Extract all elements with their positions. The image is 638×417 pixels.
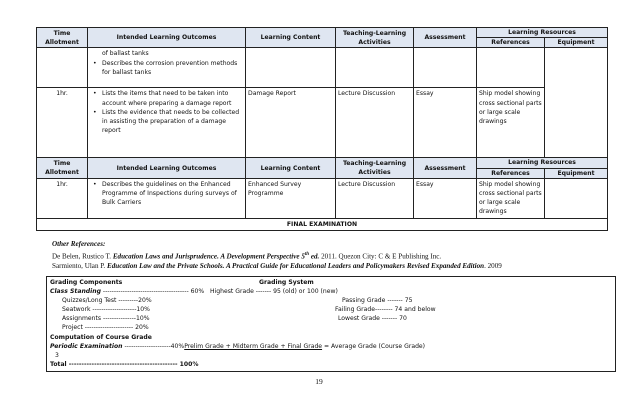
lowest-grade-text: Lowest Grade ------- 70 [338, 315, 407, 323]
content-cell: Enhanced Survey Programme [246, 178, 336, 218]
learning-resources-header: Learning Resources [477, 158, 608, 168]
failing-grade-text: Failing Grade-------- 74 and below [335, 306, 436, 314]
computation-label: Computation of Course Grade [50, 333, 152, 341]
project-row [50, 323, 612, 332]
grading-system-label: Grading System [259, 279, 314, 286]
bullet-icon: • [93, 108, 97, 116]
content-cell: Damage Report [246, 88, 336, 158]
periodic-value: ---------------------40% [122, 342, 185, 350]
outcome-bullet: • Describes the corrosion prevention methods for ballast tanks [93, 59, 238, 76]
equipment-cell [545, 178, 608, 218]
table-header-row [37, 28, 608, 38]
table-row [37, 88, 608, 158]
outcomes-cell [88, 48, 246, 88]
total-value: ------------------------------------------- 100% [66, 360, 199, 368]
equipment-header: Equipment [545, 38, 608, 48]
table-row [37, 178, 608, 218]
assignments-row [50, 314, 612, 323]
final-exam-label: FINAL EXAMINATION [37, 218, 608, 230]
outcomes-cell [88, 178, 246, 218]
table-row-continued [37, 48, 608, 88]
class-standing-row [50, 287, 612, 296]
time-allotment-header: Time Allotment [37, 158, 88, 178]
class-standing-label: Class Standing [50, 288, 101, 296]
divisor-row [50, 351, 612, 360]
periodic-row [50, 342, 612, 351]
time-cell: 1hr. [37, 88, 88, 158]
outcome-bullet: • Lists the evidence that needs to be collected in assisting the preparation of a damage report [93, 108, 240, 135]
grading-header-row [50, 278, 612, 287]
equipment-cell [545, 48, 608, 158]
grade-formula: Prelim Grade + Midterm Grade + Final Grade [184, 342, 323, 350]
outcome-bullet: • Describes the guidelines on the Enhanced Programme of Inspections during surveys of Bulk Carriers [93, 180, 237, 207]
total-row [50, 360, 612, 369]
learning-outcomes-header: Intended Learning Outcomes [88, 158, 246, 178]
references-cell: Ship model showing cross sectional parts or large scale drawings [477, 88, 545, 158]
bullet-icon: • [93, 90, 97, 98]
table-header-row [37, 158, 608, 168]
reference-entry: Sarmiento, Ulan P. Education Law and the Private Schools. A Practical Guide for Educational Leaders and Policymakers Revised Expanded Edition. 2009 [52, 261, 502, 270]
project-text: Project ---------------------- 20% [62, 324, 149, 332]
assessment-cell: Essay [414, 178, 477, 218]
references-cell [477, 48, 545, 88]
teaching-learning-header: Teaching-Learning Activities [336, 28, 414, 48]
assessment-header: Assessment [414, 28, 477, 48]
equipment-header: Equipment [545, 168, 608, 178]
computation-row [50, 333, 612, 342]
class-standing-value: --------------------------------------- 60% [100, 288, 205, 296]
assignments-text: Assignments ---------------10% [62, 315, 150, 323]
time-allotment-header: Time Allotment [37, 28, 88, 48]
seatwork-text: Seatwork --------------------10% [62, 306, 150, 314]
outcome-continued-text: of ballast tanks [102, 50, 149, 58]
total-label: Total [50, 360, 67, 368]
activities-cell [336, 48, 414, 88]
content-cell [246, 48, 336, 88]
references-cell: Ship model showing cross sectional parts or large scale drawings [477, 178, 545, 218]
outcomes-cell [88, 88, 246, 158]
references-title: Other References: [52, 240, 106, 248]
learning-content-header: Learning Content [246, 28, 336, 48]
learning-content-header: Learning Content [246, 158, 336, 178]
periodic-label: Periodic Examination [50, 342, 123, 350]
teaching-learning-header: Teaching-Learning Activities [336, 158, 414, 178]
grading-components-label: Grading Components [50, 279, 123, 286]
time-cell [37, 48, 88, 88]
quizzes-row [50, 296, 612, 305]
bullet-icon: • [93, 180, 97, 188]
grading-box [46, 276, 616, 372]
time-cell: 1hr. [37, 178, 88, 218]
assessment-header: Assessment [414, 158, 477, 178]
activities-cell: Lecture Discussion [336, 88, 414, 158]
references-header: References [477, 38, 545, 48]
learning-resources-header: Learning Resources [477, 28, 608, 38]
formula-divisor: 3 [55, 351, 59, 359]
bullet-icon: • [93, 59, 97, 67]
highest-grade-text: Highest Grade ------- 95 (old) or 100 (new) [210, 288, 338, 296]
reference-entry: De Belen, Rustico T. Education Laws and Jurisprudence. A Development Perspective 5th ed. 2011. Quezon City: C & E Publishing Inc. [52, 251, 442, 260]
final-exam-row [37, 218, 608, 230]
learning-outcomes-header: Intended Learning Outcomes [88, 28, 246, 48]
assessment-cell [414, 48, 477, 88]
outcome-bullet: • Lists the items that need to be taken into account where preparing a damage report [93, 90, 232, 107]
assessment-cell: Essay [414, 88, 477, 158]
grade-formula-result: = Average Grade (Course Grade) [322, 342, 426, 350]
other-references [52, 240, 612, 271]
syllabus-table [36, 27, 608, 231]
page-number: 19 [315, 377, 323, 386]
quizzes-text: Quizzes/Long Test ---------20% [62, 297, 152, 305]
passing-grade-text: Passing Grade ------- 75 [342, 297, 413, 305]
references-header: References [477, 168, 545, 178]
seatwork-row [50, 305, 612, 314]
activities-cell: Lecture Discussion [336, 178, 414, 218]
